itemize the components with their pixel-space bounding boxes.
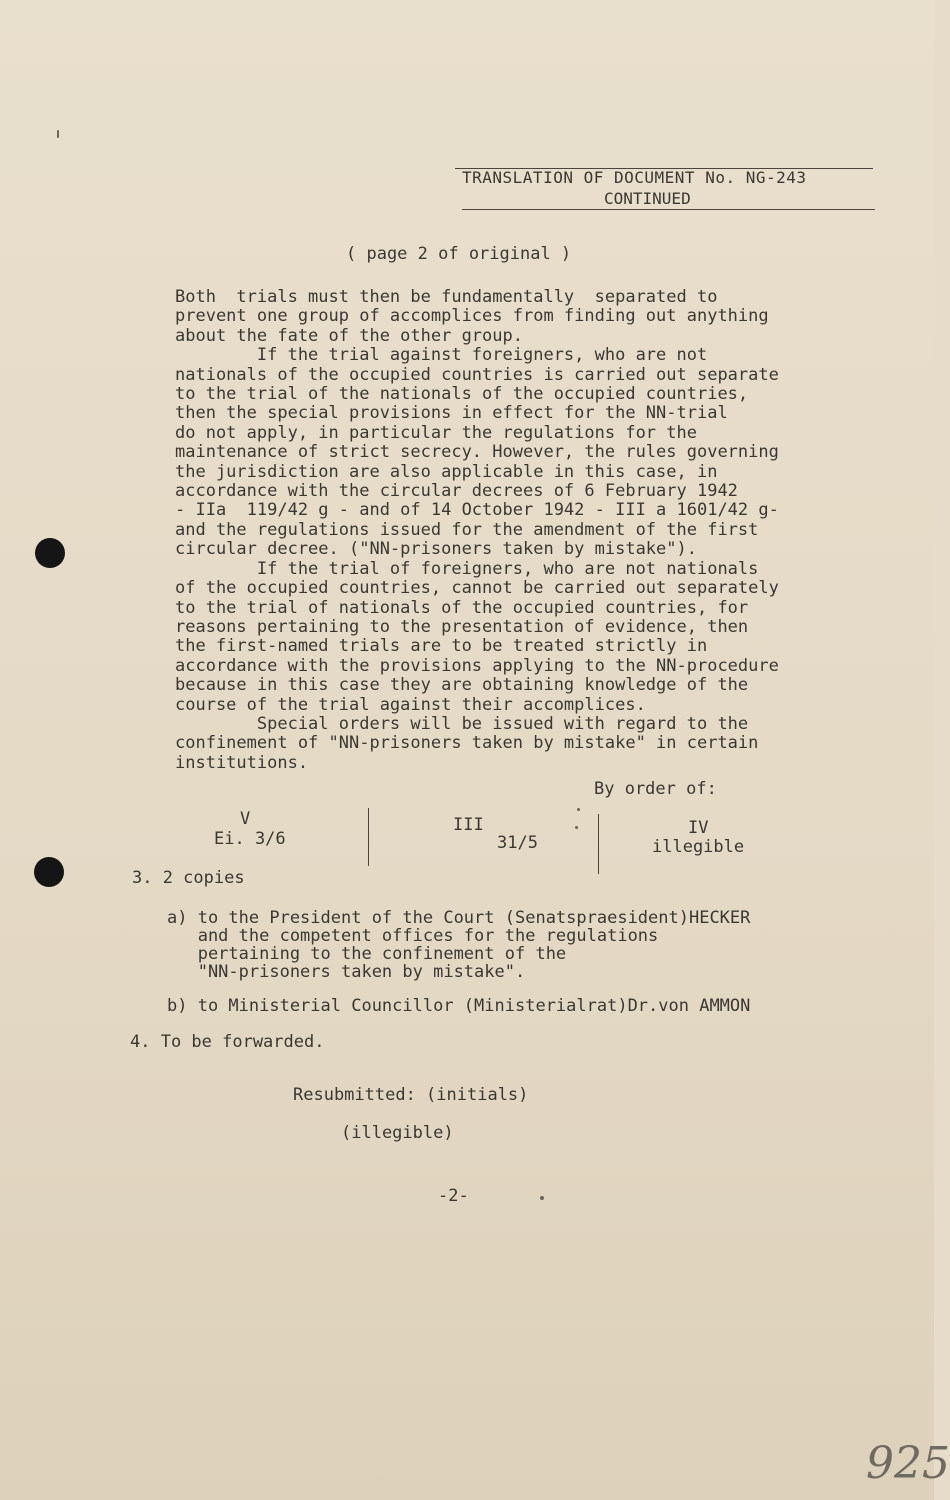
document-subtitle: CONTINUED bbox=[604, 189, 691, 208]
paper-speck bbox=[575, 826, 578, 829]
handwritten-page-stamp: 925 bbox=[866, 1438, 950, 1489]
sig-col1-top: V bbox=[240, 809, 251, 829]
item-3a: a) to the President of the Court (Senatspraesident)HECKER and the competent offices for the regulations pertaining to the confinement of the "NN-prisoners taken by mistake". bbox=[167, 908, 751, 982]
paper-speck bbox=[57, 130, 59, 138]
header-underline bbox=[462, 209, 875, 210]
illegible-note: (illegible) bbox=[341, 1123, 454, 1143]
divider-1 bbox=[368, 808, 369, 866]
punch-hole-lower bbox=[34, 857, 64, 887]
sig-col2-bottom: 31/5 bbox=[497, 833, 538, 853]
sig-col3-top: IV bbox=[688, 818, 709, 838]
by-order-of: By order of: bbox=[594, 779, 717, 799]
divider-2 bbox=[598, 814, 599, 874]
paper-speck bbox=[540, 1196, 544, 1200]
item-4: 4. To be forwarded. bbox=[130, 1032, 325, 1052]
item-3: 3. 2 copies bbox=[132, 868, 245, 888]
punch-hole-upper bbox=[35, 538, 65, 568]
body-text: Both trials must then be fundamentally separated to prevent one group of accomplices from finding out anything about the fate of the other group. If the trial against foreigners, who are not nationals of the occupied countries is carried out separate to the trial of the nationals of the occupied countries, then the special provisions in effect for the NN-trial do not apply, in particular the regulations for the maintenance of strict secrecy. However, the rules governing the jurisdiction are also applicable in this case, in accordance with the circular decrees of 6 February 1942 - IIa 119/42 g - and of 14 October 1942 - III a 1601/42 g- and the regulations issued for the amendment of the first circular decree. ("NN-prisoners taken by mistake"). If the trial of foreigners, who are not nationals of the occupied countries, cannot be carried out separately to the trial of nationals of the occupied countries, for reasons pertaining to the presentation of evidence, then the first-named trials are to be treated strictly in accordance with the provisions applying to the NN-procedure because in this case they are obtaining knowledge of the course of the trial against their accomplices. Special orders will be issued with regard to the confinement of "NN-prisoners taken by mistake" in certain institutions. bbox=[175, 287, 779, 773]
paper-speck bbox=[577, 808, 580, 811]
sig-col1-bottom: Ei. 3/6 bbox=[214, 829, 286, 849]
document-title: TRANSLATION OF DOCUMENT No. NG-243 bbox=[462, 168, 807, 187]
resubmitted-line: Resubmitted: (initials) bbox=[293, 1085, 529, 1105]
item-3b: b) to Ministerial Councillor (Ministerialrat)Dr.von AMMON bbox=[167, 996, 751, 1016]
sig-col3-bottom: illegible bbox=[652, 837, 745, 857]
page-number: -2- bbox=[438, 1186, 469, 1206]
sig-col2-top: III bbox=[453, 815, 484, 835]
page-reference: ( page 2 of original ) bbox=[346, 244, 572, 264]
